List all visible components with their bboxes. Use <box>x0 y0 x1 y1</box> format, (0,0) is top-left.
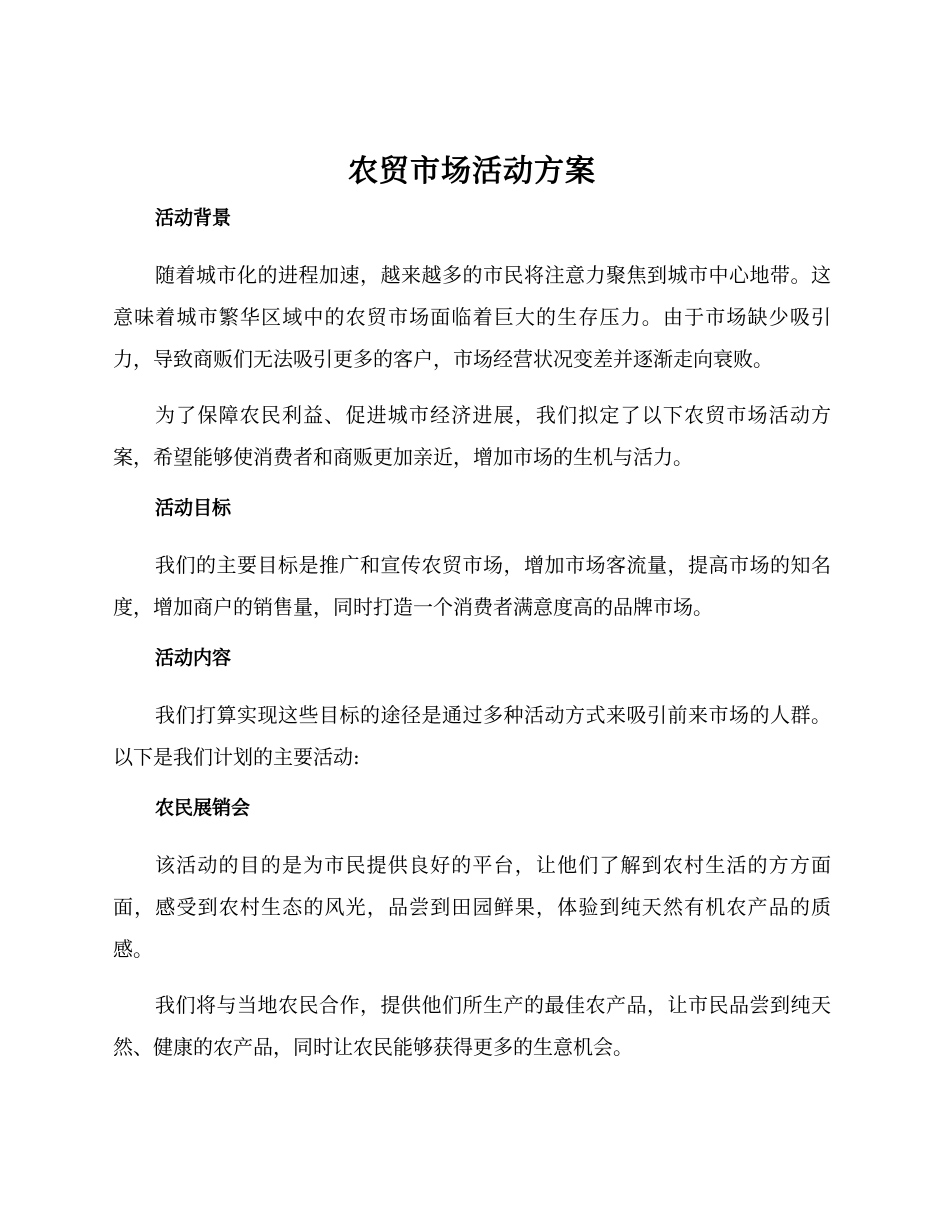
section-heading-goals: 活动目标 <box>155 497 232 519</box>
paragraph: 随着城市化的进程加速，越来越多的市民将注意力聚焦到城市中心地带。这意味着城市繁华区域中的农贸市场面临着巨大的生存压力。由于市场缺少吸引力，导致商贩们无法吸引更多的客户，市场经营状况变差并逐渐走向衰败。 <box>113 263 831 371</box>
section-heading-content: 活动内容 <box>155 647 232 669</box>
paragraph: 我们打算实现这些目标的途径是通过多种活动方式来吸引前来市场的人群。以下是我们计划的主要活动: <box>113 703 831 769</box>
paragraph: 我们的主要目标是推广和宣传农贸市场，增加市场客流量，提高市场的知名度，增加商户的销售量，同时打造一个消费者满意度高的品牌市场。 <box>113 553 831 619</box>
document-title: 农贸市场活动方案 <box>348 154 596 189</box>
paragraph: 为了保障农民利益、促进城市经济进展，我们拟定了以下农贸市场活动方案，希望能够使消费者和商贩更加亲近，增加市场的生机与活力。 <box>113 403 831 469</box>
document-page <box>113 150 831 1068</box>
section-heading-background: 活动背景 <box>155 207 232 229</box>
section-heading-farmers-fair: 农民展销会 <box>155 797 251 819</box>
paragraph: 该活动的目的是为市民提供良好的平台，让他们了解到农村生活的方方面面，感受到农村生态的风光，品尝到田园鲜果，体验到纯天然有机农产品的质感。 <box>113 853 831 961</box>
paragraph: 我们将与当地农民合作，提供他们所生产的最佳农产品，让市民品尝到纯天然、健康的农产品，同时让农民能够获得更多的生意机会。 <box>113 993 831 1059</box>
